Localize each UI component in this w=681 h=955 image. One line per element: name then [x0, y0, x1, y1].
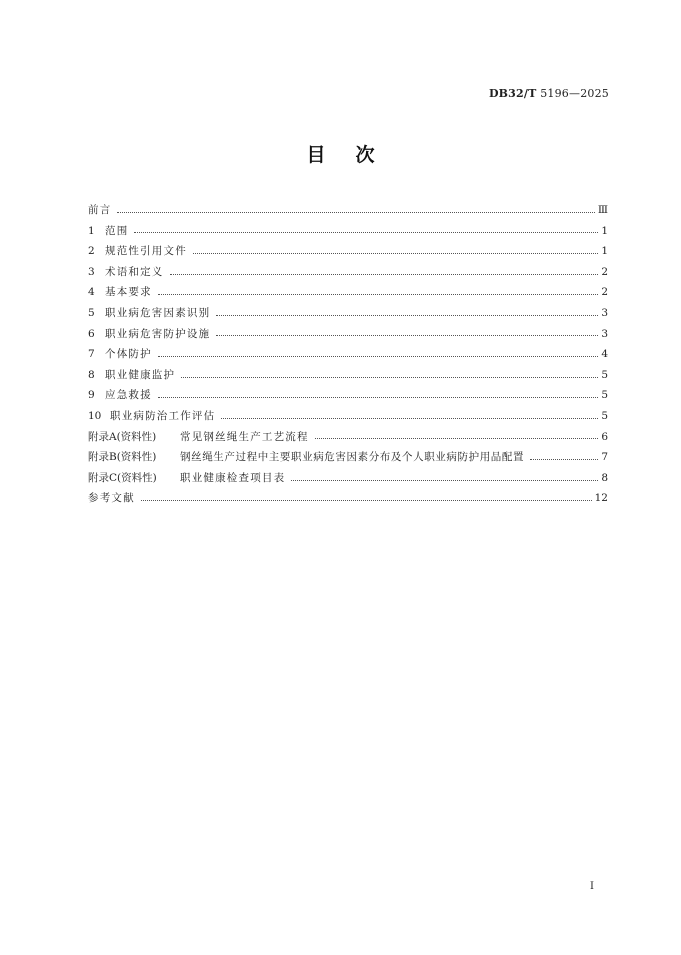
- document-id: [489, 87, 609, 101]
- dot-leader: [216, 335, 598, 336]
- toc-entry-label: 范围: [105, 224, 129, 237]
- toc-title: 目次: [306, 144, 405, 166]
- toc-entry-label: 前言: [88, 204, 112, 216]
- toc-entry-7[interactable]: [88, 344, 608, 365]
- toc-annex-b[interactable]: [88, 447, 608, 468]
- dot-leader: [216, 315, 598, 316]
- toc-entry-label: 职业健康监护: [105, 368, 176, 381]
- dot-leader: [291, 480, 598, 481]
- dot-leader: [221, 418, 598, 419]
- toc-entry-label: 职业健康检查项目表: [180, 471, 286, 484]
- annex-prefix: 附录B(资料性): [88, 451, 157, 464]
- toc-entry-page: 5: [601, 389, 608, 402]
- toc-entry-2[interactable]: [88, 241, 608, 262]
- toc-entry-label: 职业病危害因素识别: [105, 306, 211, 319]
- toc-entry-label: 钢丝绳生产过程中主要职业病危害因素分布及个人职业病防护用品配置: [180, 451, 525, 464]
- toc-entry-number: 3: [88, 265, 95, 278]
- document-id-prefix: DB32/T: [488, 87, 537, 100]
- toc-entry-page: 2: [601, 265, 608, 278]
- toc-entry-label: 术语和定义: [105, 265, 164, 278]
- toc-entry-label: 职业病危害防护设施: [105, 327, 211, 340]
- toc-annex-a[interactable]: [88, 427, 608, 448]
- toc-entry-page: 5: [601, 409, 608, 422]
- toc-entry-3[interactable]: [88, 262, 608, 283]
- toc-entry-page: 5: [601, 368, 608, 381]
- dot-leader: [170, 274, 599, 275]
- toc-entry-number: 7: [88, 348, 95, 361]
- dot-leader: [315, 438, 599, 439]
- toc-entry-page: 1: [601, 245, 608, 258]
- toc-entry-9[interactable]: [88, 385, 608, 406]
- dot-leader: [158, 356, 599, 357]
- toc-entry-page: 6: [601, 430, 608, 443]
- toc-entry-number: 5: [88, 306, 95, 319]
- annex-prefix: 附录C(资料性): [88, 471, 157, 484]
- dot-leader: [193, 253, 598, 254]
- dot-leader: [530, 459, 598, 460]
- toc-entry-number: 4: [88, 286, 95, 299]
- toc-entry-number: 1: [88, 224, 95, 237]
- toc-entry-bibliography[interactable]: [88, 488, 608, 509]
- toc-entry-foreword[interactable]: [88, 200, 608, 221]
- toc-entry-label: 个体防护: [105, 348, 152, 361]
- document-id-number: 5196—2025: [536, 87, 609, 100]
- toc-entry-page: 3: [601, 327, 608, 340]
- toc-entry-number: 2: [88, 245, 95, 258]
- toc-entry-number: 8: [88, 368, 95, 381]
- toc-entry-number: 10: [88, 409, 102, 422]
- toc-entry-label: 参考文献: [88, 492, 135, 505]
- toc-entry-page: 7: [601, 451, 608, 464]
- dot-leader: [158, 294, 599, 295]
- toc-entry-page: 8: [601, 471, 608, 484]
- toc-entry-page: 1: [601, 224, 608, 237]
- toc-entry-page: 3: [601, 306, 608, 319]
- toc-entry-5[interactable]: [88, 303, 608, 324]
- toc-entry-page: Ⅲ: [597, 204, 608, 216]
- toc-entry-10[interactable]: [88, 406, 608, 427]
- toc-entry-page: 2: [601, 286, 608, 299]
- toc-entry-8[interactable]: [88, 365, 608, 386]
- dot-leader: [158, 397, 599, 398]
- dot-leader: [141, 500, 592, 501]
- dot-leader: [117, 212, 594, 213]
- toc-entry-1[interactable]: [88, 221, 608, 242]
- toc-entry-label: 常见钢丝绳生产工艺流程: [180, 430, 309, 443]
- toc-entry-6[interactable]: [88, 324, 608, 345]
- toc-entry-label: 应急救援: [105, 389, 152, 402]
- toc-entry-page: 4: [601, 348, 608, 361]
- toc-entry-number: 9: [88, 389, 95, 402]
- toc-entry-page: 12: [594, 492, 608, 505]
- toc-annex-c[interactable]: [88, 468, 608, 489]
- toc-entry-label: 基本要求: [105, 286, 152, 299]
- toc-entry-4[interactable]: [88, 282, 608, 303]
- table-of-contents: [88, 200, 608, 509]
- page-number: I: [590, 881, 594, 892]
- toc-entry-label: 规范性引用文件: [105, 245, 187, 258]
- annex-prefix: 附录A(资料性): [88, 430, 157, 443]
- toc-entry-number: 6: [88, 327, 95, 340]
- dot-leader: [134, 232, 598, 233]
- toc-entry-label: 职业病防治工作评估: [110, 409, 216, 422]
- dot-leader: [181, 377, 598, 378]
